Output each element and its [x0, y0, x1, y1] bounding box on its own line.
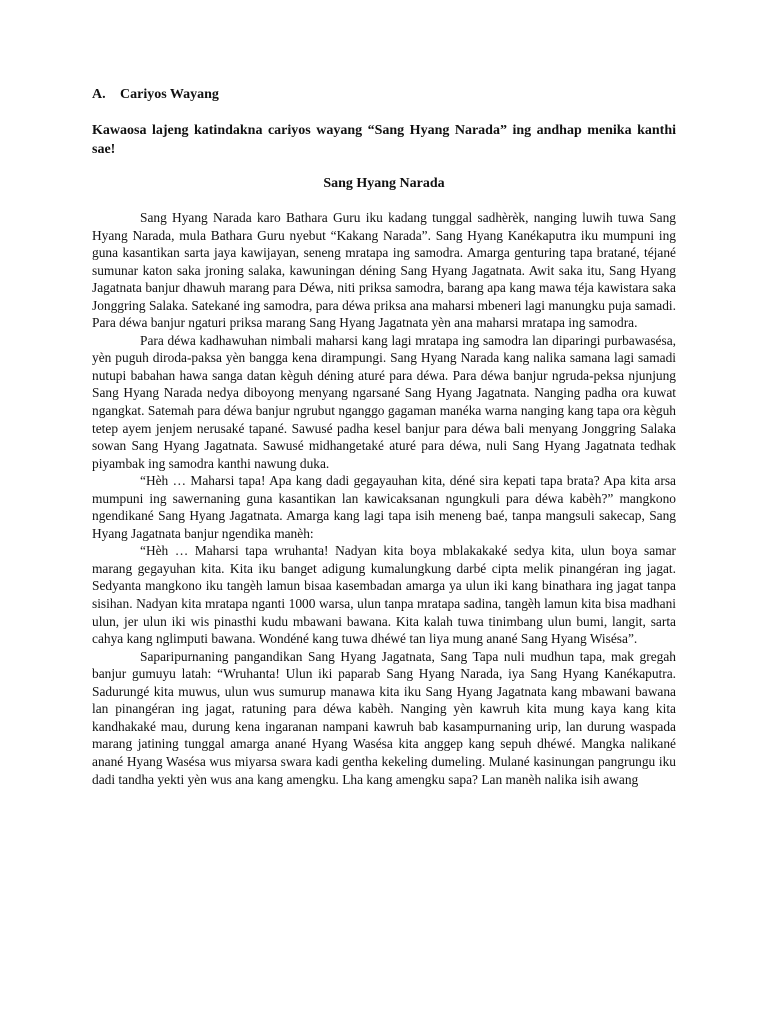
story-title: Sang Hyang Narada — [323, 176, 445, 191]
section-heading — [92, 86, 676, 104]
section-title: Cariyos Wayang — [120, 87, 219, 102]
section-number: A. — [92, 87, 106, 102]
paragraph: “Hèh … Maharsi tapa! Apa kang dadi gegayauhan kita, déné sira kepati tapa brata? Apa kita arsa mumpuni ing sawernaning guna kasantikan lan kawicaksanan ngungkuli para déwa kabèh?” mangkono ngendikané Sang Hyang Jagatnata. Amarga kang lagi tapa isih meneng baé, tanpa mangsuli sakecap, Sang Hyang Jagatnata banjur ngendika manèh: — [92, 473, 676, 541]
document-page — [92, 86, 676, 788]
paragraph: Sang Hyang Narada karo Bathara Guru iku kadang tunggal sadhèrèk, nanging luwih tuwa Sang Hyang Narada, mula Bathara Guru nyebut “Kakang Narada”. Sang Hyang Kanékaputra iku mumpuni ing guna kasantikan sarta jaya kawijayan, seneng mratapa ing samodra. Amarga genturing tapa bratané, téjané sumunar katon saka jroning salaka, kawuningan déning Sang Hyang Jagatnata. Awit saka itu, Sang Hyang Jagatnata banjur dhawuh marang para Déwa, niti priksa samodra, barang apa kang mawa téja kawistara saka Jonggring Salaka. Satekané ing samodra, para déwa priksa ana maharsi mbeneri lagi manungku puja samadi. Para déwa banjur ngaturi priksa marang Sang Hyang Jagatnata yèn ana maharsi mratapa ing samodra. — [92, 210, 676, 331]
paragraph: “Hèh … Maharsi tapa wruhanta! Nadyan kita boya mblakakaké sedya kita, ulun boya samar marang gegayuhan kita. Kita iku banget adigung kumalungkung darbé cipta melik pinangéran ing jagat. Sedyanta mangkono iku tangèh lamun bisaa kasembadan amarga ya ulun iki kang binathara ing jagat tanpa sisihan. Nadyan kita mratapa nganti 1000 warsa, ulun tanpa mratapa sadina, tangèh lamun kita bisa madhani ulun, jer ulun iki wis pinasthi kudu mbawani bawana. Kita kalah tuwa tinimbang ulun bumi, langit, sarta cahya kang nglimputi bawana. Wondéné kang tuwa dhéwé tan liya mung anané Sang Hyang Wisésa”. — [92, 543, 676, 647]
story-body — [92, 209, 676, 788]
paragraph: Para déwa kadhawuhan nimbali maharsi kang lagi mratapa ing samodra lan diparingi purbawasésa, yèn puguh diroda-paksa yèn bangga kena dirampungi. Sang Hyang Narada kang nalika samana lagi samadi nutupi babahan hawa sanga datan kèguh déning aturé para déwa. Para déwa banjur ngruda-peksa njunjung Sang Hyang Narada nedya diboyong menyang ngarsané Sang Hyang Jagatnata. Nanging padha ora kuwat ngangkat. Satemah para déwa banjur ngrubut nganggo gagaman manéka warna nanging kang tapa ora kèguh tetep ayem jenjem nerusaké tapané. Sawusé padha kesel banjur para déwa bali menyang Jonggring Salaka sowan Sang Hyang Jagatnata. Sawusé midhangetaké aturé para déwa, nuli Sang Hyang Jagatnata tedhak piyambak ing samodra kanthi nawung duka. — [92, 332, 676, 471]
instruction-text: Kawaosa lajeng katindakna cariyos wayang “Sang Hyang Narada” ing andhap menika kanthi sae! — [92, 123, 676, 157]
paragraph: Saparipurnaning pangandikan Sang Hyang Jagatnata, Sang Tapa nuli mudhun tapa, mak gregah banjur gumuyu latah: “Wruhanta! Ulun iki paparab Sang Hyang Narada, iya Sang Hyang Kanékaputra. Sadurungé kita muwus, ulun wus sumurup manawa kita iku Sang Hyang Jagatnata kang mbawani bawana lan pinangéran ing jagat, ratuning para déwa kabèh. Nanging yèn kawruh kita mung kaya kang kita kandhakaké mau, durung kena ingaranan nampani kawruh bab kasampurnaning urip, lan durung waspada marang jatining tunggal amarga anané Hyang Wasésa kita anggep kang sepuh dhéwé. Mangka nalikané anané Hyang Wasésa wus miyarsa swara kadi gentha kekeling dumeling. Mulané kasinungan pangrungu iku dadi tandha yekti yèn wus ana kang amengku. Lha kang amengku sapa? Lan manèh nalika isih awang — [92, 648, 676, 787]
